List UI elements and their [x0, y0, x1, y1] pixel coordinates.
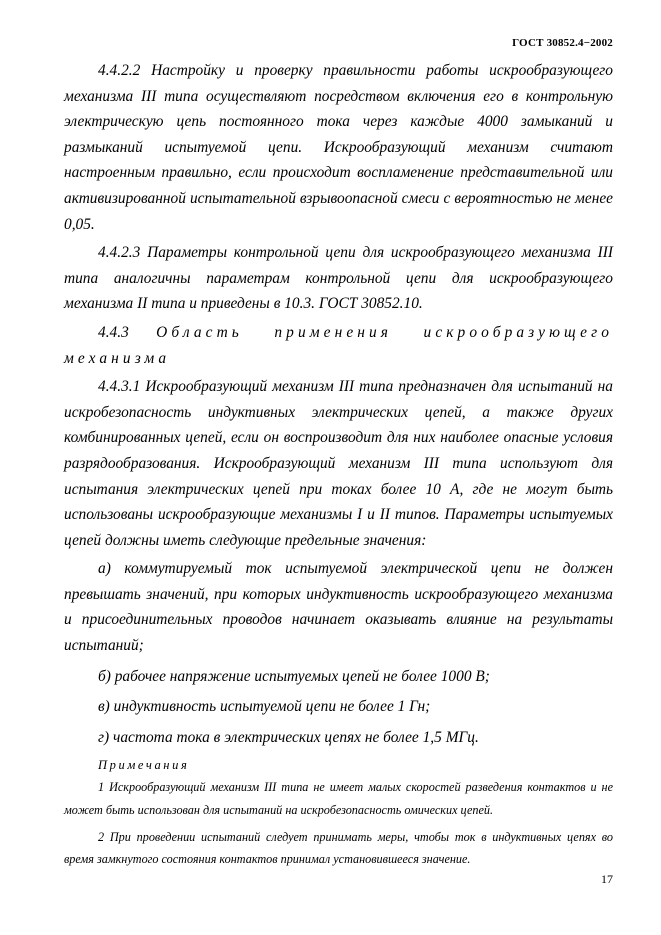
paragraph-4-4-2-3: 4.4.2.3 Параметры контрольной цепи для искрообразующего механизма III типа аналогичны параметрам контрольной цепи для искрообразующего механизма II типа и приведены в 10.3. ГОСТ 30852.10. [64, 244, 613, 313]
section-title: Область применения искрообразующего механизма [64, 323, 613, 367]
list-item-c: в) индуктивность испытуемой цепи не более 1 Гн; [98, 698, 431, 716]
standard-code: ГОСТ 30852.4−2002 [512, 37, 613, 49]
page-number: 17 [601, 872, 613, 886]
section-heading-4-4-3 [64, 320, 613, 371]
list-item-a: а) коммутируемый ток испытуемой электрической цепи не должен превышать значений, при которых индуктивность искрообразующего механизма и присоединительных проводов начинает оказывать влияние на результаты испытаний; [64, 560, 613, 655]
list-item-d: г) частота тока в электрических цепях не более 1,5 МГц. [98, 728, 479, 746]
paragraph-4-4-3-1: 4.4.3.1 Искрообразующий механизм III типа предназначен для испытаний на искробезопасность индуктивных электрических цепей, а также других комбинированных цепей, если он воспроизводит для них наиболее опасные условия разрядообразования. Искрообразующий механизм III типа используют для испытания электрических цепей при токах более 10 А, где не могут быть использованы искрообразующие механизмы I и II типов. Параметры испытуемых цепей должны иметь следующие предельные значения: [64, 378, 613, 549]
list-item-b: б) рабочее напряжение испытуемых цепей не более 1000 В; [98, 667, 490, 685]
page-content [64, 58, 613, 871]
paragraph-4-4-2-2: 4.4.2.2 Настройку и проверку правильности работы искрообразующего механизма III типа осуществляют посредством включения его в контрольную электрическую цепь постоянного тока через каждые 4000 замыканий и размыканий испытуемой цепи. Искрообразующий механизм считают настроенным правильно, если происходит воспламенение представительной или активизированной испытательной взрывоопасной смеси с вероятностью не менее 0,05. [64, 62, 613, 233]
note-1: 1 Искрообразующий механизм III типа не имеет малых скоростей разведения контактов и не может быть использован для испытаний на искробезопасность омических цепей. [64, 780, 613, 818]
document-header [512, 37, 613, 49]
note-2: 2 При проведении испытаний следует принимать меры, чтобы ток в индуктивных цепях во время замкнутого состояния контактов принимал установившееся значение. [64, 829, 613, 867]
section-number: 4.4.3 [98, 323, 157, 341]
notes-title: Примечания [98, 758, 190, 773]
